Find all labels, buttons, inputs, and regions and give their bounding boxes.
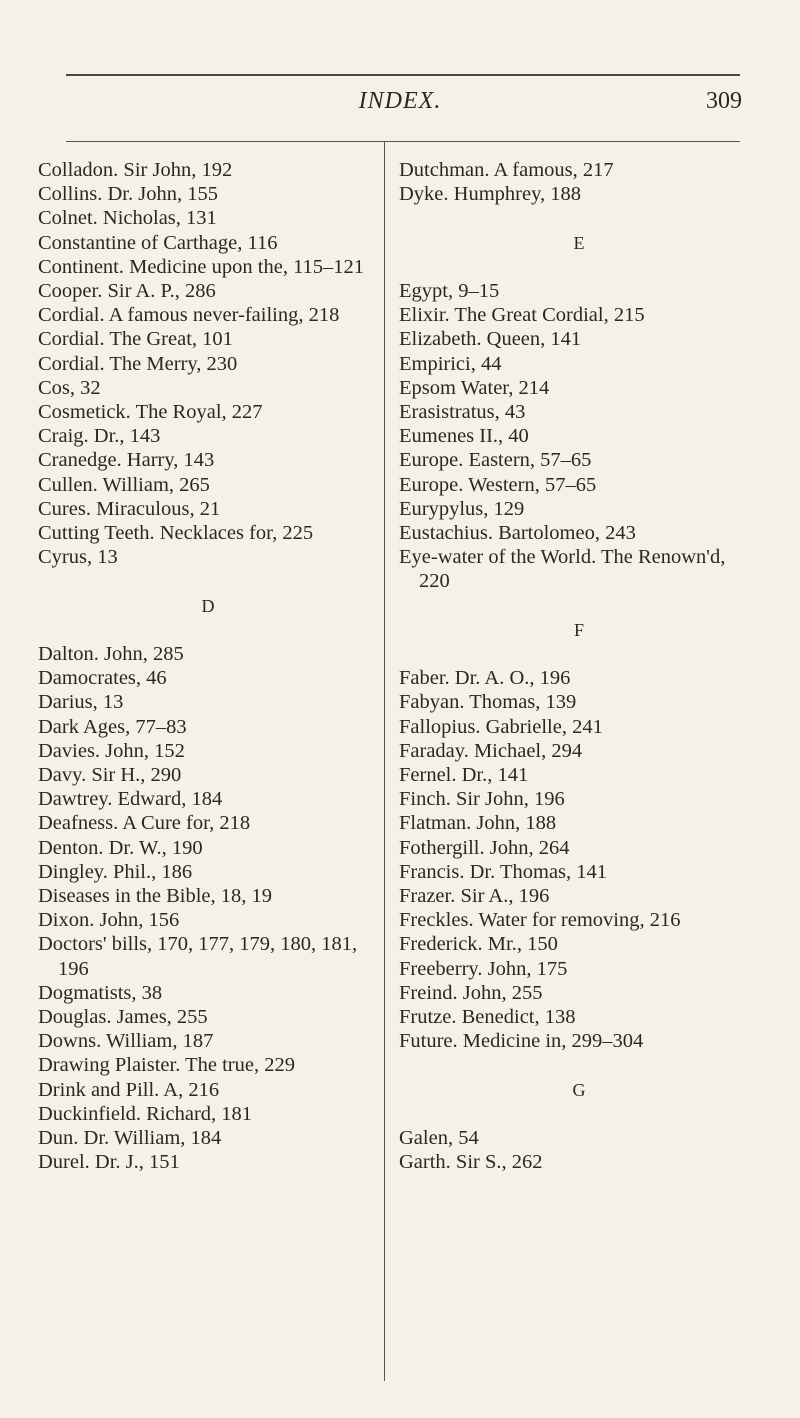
- index-entry: Dutchman. A famous, 217: [399, 159, 614, 181]
- index-entry: Dyke. Humphrey, 188: [399, 183, 581, 206]
- page-number: 309: [706, 88, 742, 114]
- index-entry: Faraday. Michael, 294: [399, 739, 583, 762]
- header-rule: [66, 141, 740, 142]
- index-entry: Fernel. Dr., 141: [399, 763, 529, 786]
- section-e: [399, 279, 759, 594]
- section-c: [38, 158, 378, 569]
- index-entry: Eumenes II., 40: [399, 425, 529, 448]
- section-heading-e: E: [573, 232, 585, 253]
- index-entry: Duckinfield. Richard, 181: [38, 1102, 253, 1125]
- index-entry: Cooper. Sir A. P., 286: [38, 280, 216, 303]
- index-entry: Cosmetick. The Royal, 227: [38, 401, 263, 424]
- index-entry: Cordial. A famous never-failing, 218: [38, 304, 340, 327]
- index-entry: Frutze. Benedict, 138: [399, 1006, 576, 1029]
- index-entry: Colladon. Sir John, 192: [38, 159, 233, 181]
- section-g: [399, 1126, 759, 1174]
- index-entry: Cutting Teeth. Necklaces for, 225: [38, 522, 314, 545]
- index-entry: Cordial. The Merry, 230: [38, 352, 238, 375]
- index-entry: Dalton. John, 285: [38, 643, 184, 666]
- section-d-continued: [399, 158, 759, 206]
- section-gap: [399, 642, 759, 666]
- index-entry: Epsom Water, 214: [399, 376, 550, 399]
- index-entry: Future. Medicine in, 299–304: [399, 1030, 644, 1053]
- section-gap: [38, 569, 378, 593]
- page-title: INDEX.: [358, 88, 442, 114]
- index-entry: Francis. Dr. Thomas, 141: [399, 860, 608, 883]
- section-gap: [399, 206, 759, 230]
- index-entry: Collins. Dr. John, 155: [38, 183, 218, 206]
- index-entry: Freckles. Water for removing, 216: [399, 909, 681, 932]
- section-heading-g: G: [572, 1079, 586, 1100]
- section-f: [399, 666, 759, 1053]
- index-entry: Dingley. Phil., 186: [38, 860, 193, 883]
- section-gap: [399, 594, 759, 618]
- index-entry: Freeberry. John, 175: [399, 957, 568, 980]
- index-entry: Europe. Eastern, 57–65: [399, 449, 592, 472]
- index-entry: Continent. Medicine upon the, 115–121: [38, 255, 365, 278]
- index-entry: Eye-water of the World. The Renown'd, 220: [399, 546, 726, 593]
- index-entry: Fabyan. Thomas, 139: [399, 691, 577, 714]
- index-entry: Dixon. John, 156: [38, 909, 180, 932]
- index-entry: Erasistratus, 43: [399, 400, 526, 423]
- index-entry: Douglas. James, 255: [38, 1006, 208, 1029]
- index-entry: Denton. Dr. W., 190: [38, 836, 203, 859]
- index-entry: Cos, 32: [38, 376, 101, 399]
- index-entry: Dark Ages, 77–83: [38, 715, 187, 738]
- index-entry: Downs. William, 187: [38, 1030, 214, 1053]
- index-entry: Eurypylus, 129: [399, 497, 525, 520]
- index-entry: Empirici, 44: [399, 352, 502, 375]
- index-entry: Davies. John, 152: [38, 739, 185, 762]
- index-entry: Doctors' bills, 170, 177, 179, 180, 181, 196: [38, 933, 358, 980]
- left-column: [38, 158, 378, 1174]
- top-rule: [66, 74, 740, 76]
- index-entry: Davy. Sir H., 290: [38, 764, 182, 787]
- index-entry: Fallopius. Gabrielle, 241: [399, 715, 603, 738]
- right-column: [399, 158, 759, 1174]
- index-entry: Cyrus, 13: [38, 546, 118, 569]
- index-entry: Frederick. Mr., 150: [399, 933, 558, 956]
- index-entry: Eustachius. Bartolomeo, 243: [399, 522, 636, 544]
- index-entry: Constantine of Carthage, 116: [38, 231, 278, 254]
- index-entry: Drawing Plaister. The true, 229: [38, 1054, 295, 1077]
- index-entry: Colnet. Nicholas, 131: [38, 207, 217, 230]
- index-entry: Drink and Pill. A, 216: [38, 1078, 220, 1101]
- index-entry: Garth. Sir S., 262: [399, 1151, 543, 1174]
- index-entry: Darius, 13: [38, 691, 124, 714]
- column-divider: [384, 141, 385, 1381]
- index-entry: Egypt, 9–15: [399, 279, 500, 302]
- index-entry: Damocrates, 46: [38, 667, 167, 690]
- index-entry: Finch. Sir John, 196: [399, 788, 565, 811]
- index-entry: Flatman. John, 188: [399, 812, 557, 835]
- section-gap: [399, 255, 759, 279]
- index-entry: Cordial. The Great, 101: [38, 328, 233, 351]
- index-entry: Dun. Dr. William, 184: [38, 1127, 222, 1150]
- index-entry: Galen, 54: [399, 1126, 479, 1149]
- index-entry: Deafness. A Cure for, 218: [38, 812, 251, 835]
- section-gap: [399, 1053, 759, 1077]
- section-gap: [38, 618, 378, 642]
- index-entry: Elizabeth. Queen, 141: [399, 328, 582, 351]
- section-heading-d: D: [201, 595, 215, 616]
- index-entry: Elixir. The Great Cordial, 215: [399, 304, 645, 327]
- index-entry: Cures. Miraculous, 21: [38, 497, 221, 520]
- index-entry: Europe. Western, 57–65: [399, 473, 597, 496]
- section-gap: [399, 1102, 759, 1126]
- index-entry: Freind. John, 255: [399, 981, 543, 1004]
- index-entry: Frazer. Sir A., 196: [399, 885, 550, 907]
- index-entry: Cullen. William, 265: [38, 473, 210, 496]
- section-heading-f: F: [573, 619, 584, 640]
- index-entry: Diseases in the Bible, 18, 19: [38, 885, 273, 908]
- index-entry: Cranedge. Harry, 143: [38, 449, 215, 472]
- index-entry: Durel. Dr. J., 151: [38, 1151, 180, 1174]
- index-entry: Dawtrey. Edward, 184: [38, 788, 223, 811]
- index-entry: Craig. Dr., 143: [38, 425, 161, 448]
- index-entry: Dogmatists, 38: [38, 981, 163, 1004]
- index-entry: Faber. Dr. A. O., 196: [399, 667, 571, 690]
- section-d: [38, 642, 378, 1174]
- index-entry: Fothergill. John, 264: [399, 836, 570, 859]
